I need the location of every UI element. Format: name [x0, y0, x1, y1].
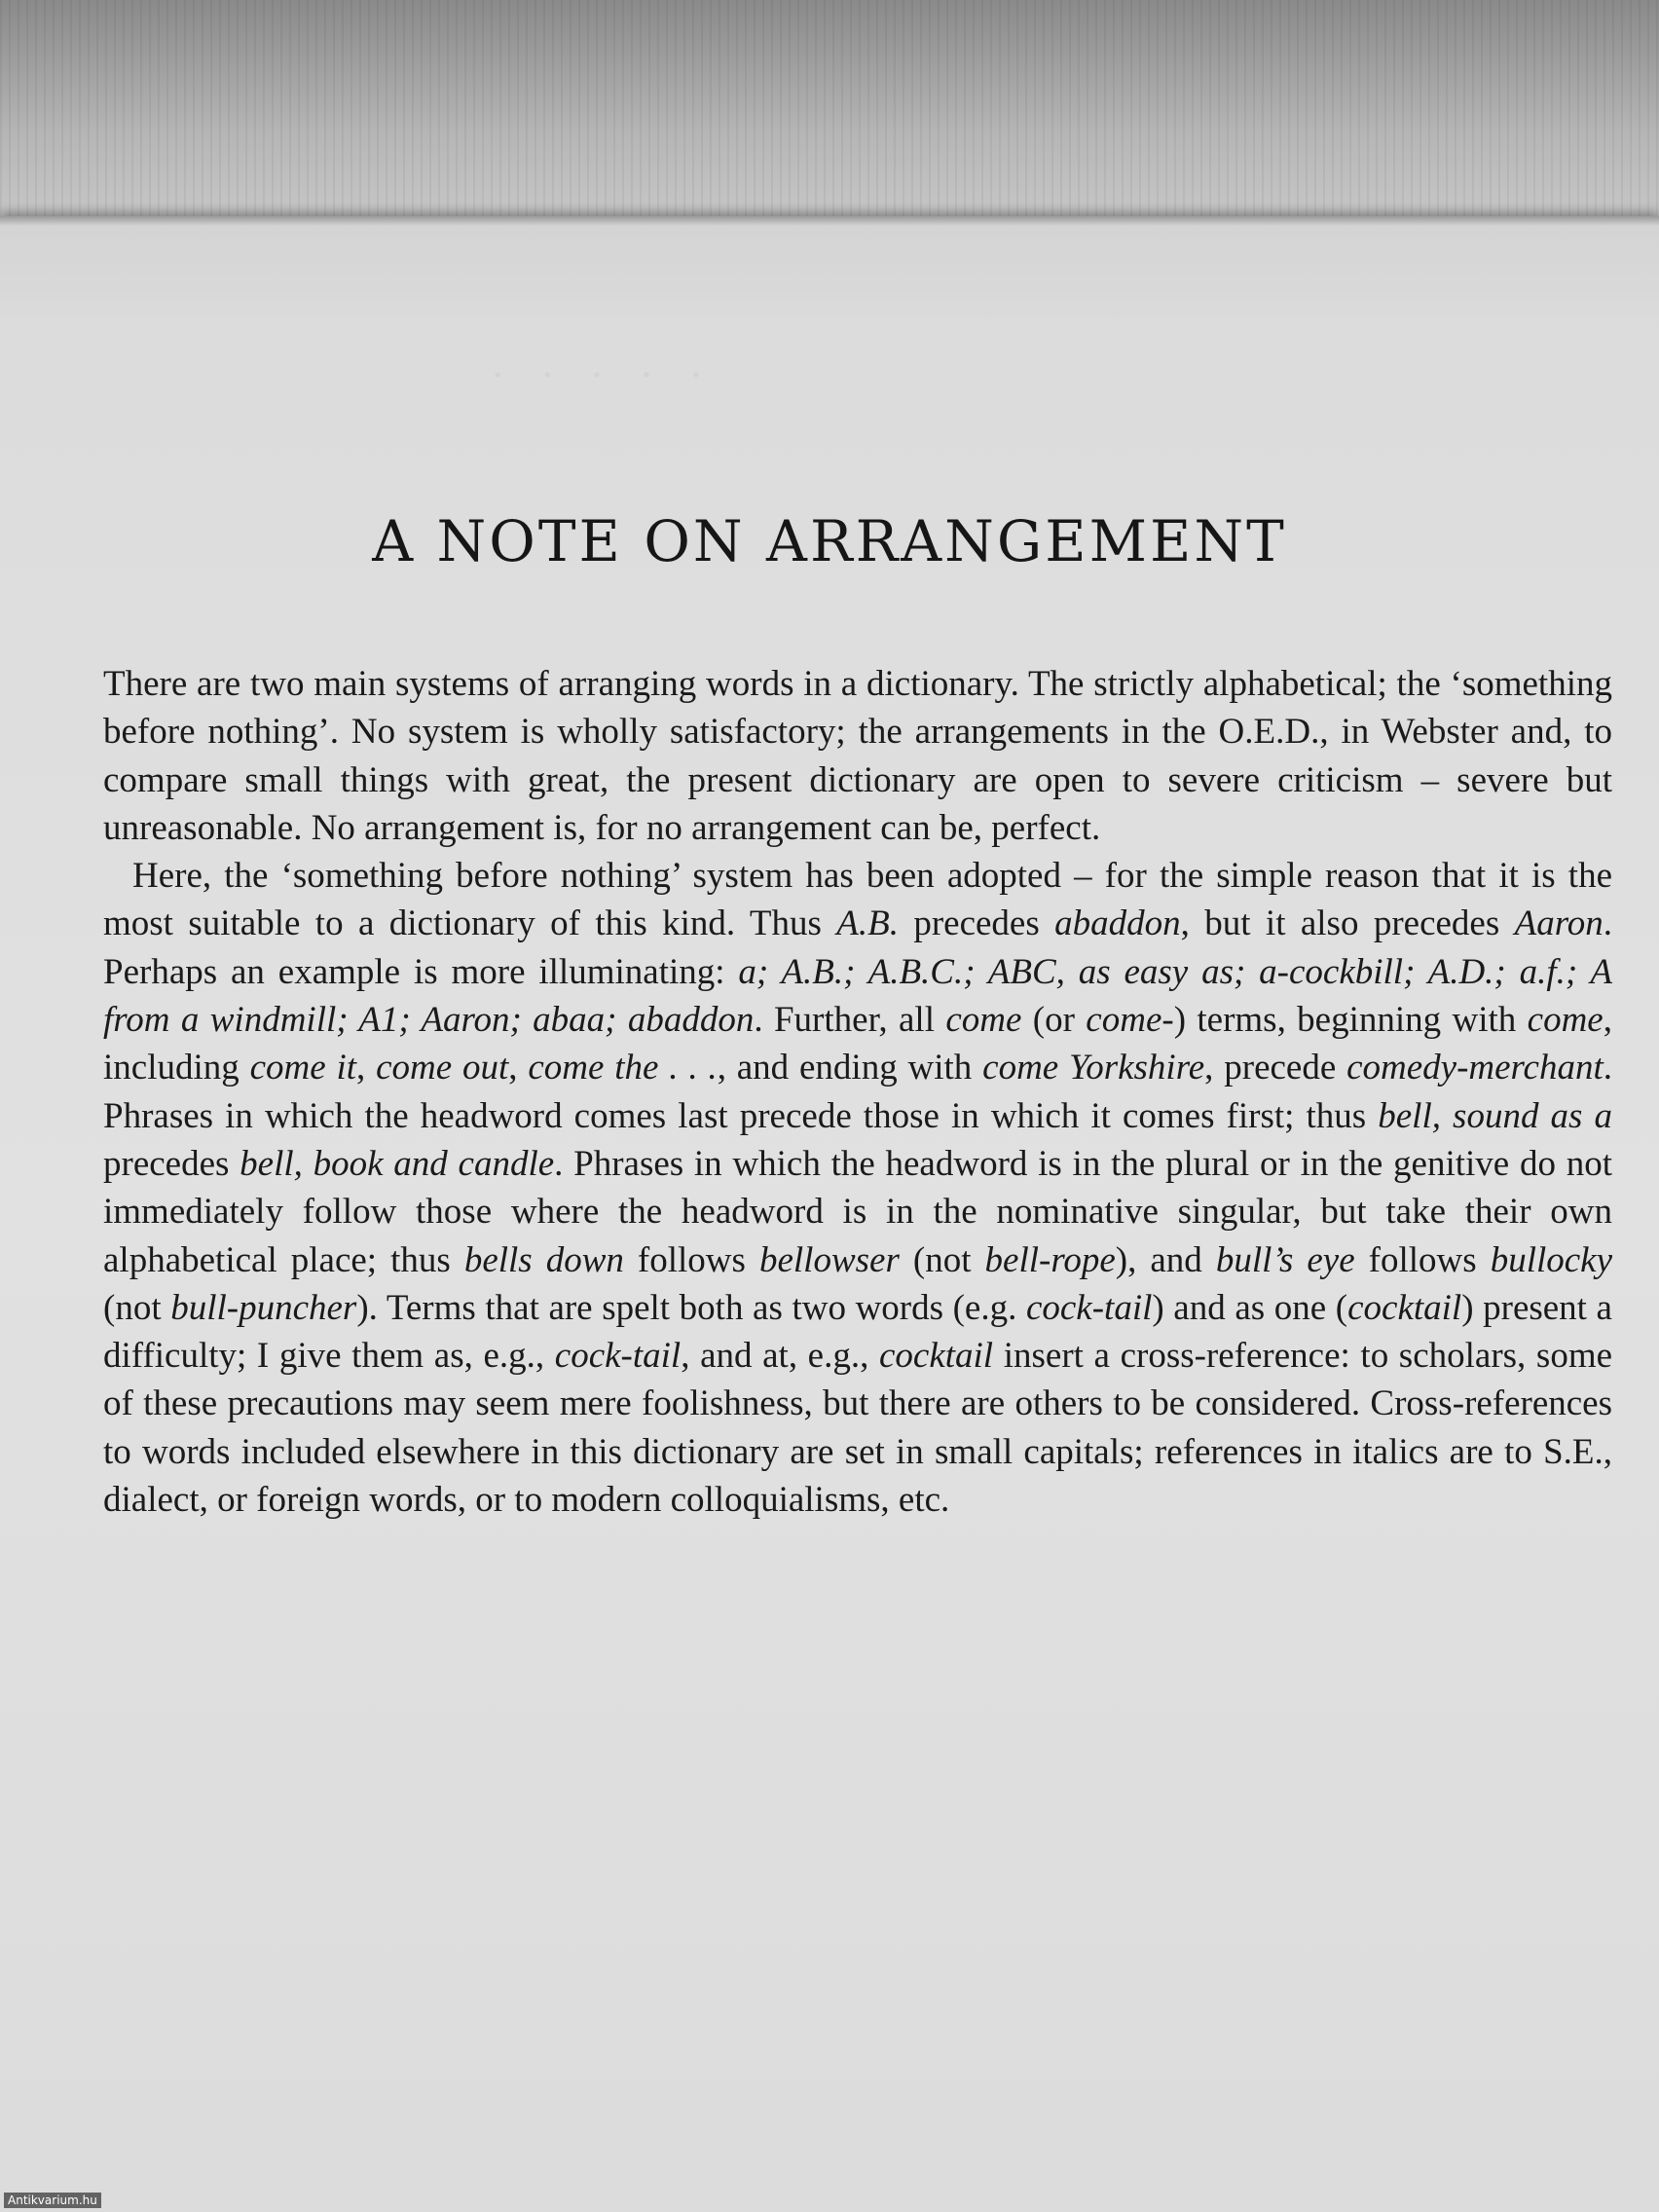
- italic-term: A.B.: [836, 903, 899, 944]
- paragraph-1: [103, 660, 1612, 852]
- text-run: (not: [899, 1239, 985, 1280]
- text-run: , including: [103, 1000, 1612, 1088]
- text-run: . Phrases in which the headword comes last precede those in which it comes first; thus: [103, 1048, 1613, 1136]
- italic-term: come-: [1086, 1000, 1174, 1041]
- italic-term: bullocky: [1490, 1239, 1613, 1280]
- italic-term: cocktail: [1347, 1287, 1462, 1328]
- text-run: ) present a difficulty; I give them as, e.g.,: [103, 1287, 1612, 1377]
- text-run: Here, the ‘something before nothing’ system has been adopted – for the simple reason that it is the most suitable to a dictionary of this kind. Thus: [103, 856, 1612, 944]
- italic-term: Aaron: [1514, 903, 1604, 944]
- text-run: ) and as one (: [1152, 1287, 1348, 1328]
- italic-term: cock-tail: [554, 1336, 682, 1377]
- italic-term: cock-tail: [1025, 1287, 1153, 1328]
- italic-term: come: [945, 1000, 1022, 1041]
- text-run: ,: [508, 1048, 529, 1088]
- text-run: (or: [1021, 1000, 1087, 1041]
- text-run: , and ending with: [717, 1048, 983, 1088]
- italic-term: cocktail: [878, 1336, 994, 1377]
- text-run: There are two main systems of arranging words in a dictionary. The strictly alphabetical; the ‘something before nothing’. No system is wholly satisfactory; the arrangements in the O.E.D., in Webster and, to compare small things with great, the present dictionary are open to severe criticism – severe but unreasonable. No arrangement is, for no arrangement can be, perfect.: [103, 664, 1612, 848]
- italic-term: come out: [376, 1048, 509, 1088]
- page-edge-shadow: [0, 216, 1659, 226]
- italic-term: bull’s eye: [1215, 1239, 1355, 1280]
- text-run: , precede: [1204, 1048, 1347, 1088]
- italic-term: abaddon: [1054, 903, 1181, 944]
- page-title: A NOTE ON ARRANGEMENT: [372, 508, 1287, 574]
- italic-term: comedy-merchant: [1346, 1048, 1604, 1088]
- italic-term: bell-rope: [984, 1239, 1116, 1280]
- italic-term: bell, book and candle: [240, 1143, 555, 1184]
- italic-term: come it: [249, 1048, 357, 1088]
- background-surface: [0, 0, 1659, 226]
- body-text: [103, 660, 1612, 1524]
- italic-term: bull-puncher: [170, 1287, 357, 1328]
- text-run: follows: [623, 1239, 759, 1280]
- text-run: follows: [1354, 1239, 1491, 1280]
- text-run: ) terms, beginning with: [1173, 1000, 1528, 1041]
- italic-term: come Yorkshire: [982, 1048, 1205, 1088]
- watermark: Antikvarium.hu: [4, 2193, 101, 2208]
- text-run: ). Terms that are spelt both as two words (e.g.: [356, 1287, 1026, 1328]
- text-run: precedes: [898, 903, 1055, 944]
- paragraph-2: [103, 852, 1612, 1524]
- text-run: precedes: [103, 1143, 240, 1184]
- text-run: ,: [356, 1048, 377, 1088]
- italic-term: a; A.B.; A.B.C.; ABC, as easy as; a-cockbill; A.D.; a.f.; A from a windmill; A1; Aaron; abaa; abaddon: [103, 951, 1612, 1041]
- italic-term: bell, sound as a: [1378, 1095, 1612, 1136]
- text-run: . Perhaps an example is more illuminating:: [103, 903, 1613, 992]
- show-through-text: · · · · ·: [58, 353, 703, 398]
- text-run: (not: [103, 1287, 171, 1328]
- text-run: , and at, e.g.,: [681, 1336, 879, 1377]
- text-run: . Phrases in which the headword is in the plural or in the genitive do not immediately follow those where the headword is in the nominative singular, but take their own alphabetical place; thus: [103, 1143, 1612, 1280]
- text-run: insert a cross-reference: to scholars, some of these precautions may seem mere foolishness, but there are others to be considered. Cross-references to words included elsewhere in this dictionary are set in small capitals; references in italics are to S.E., dialect, or foreign words, or to modern colloquialisms, etc.: [103, 1336, 1613, 1521]
- text-run: . Further, all: [754, 1000, 946, 1041]
- text-run: ), and: [1115, 1239, 1216, 1280]
- italic-term: bells down: [463, 1239, 624, 1280]
- italic-term: come the . . .: [528, 1048, 718, 1088]
- italic-term: come: [1527, 1000, 1604, 1041]
- italic-term: bellowser: [758, 1239, 900, 1280]
- text-run: , but it also precedes: [1180, 903, 1515, 944]
